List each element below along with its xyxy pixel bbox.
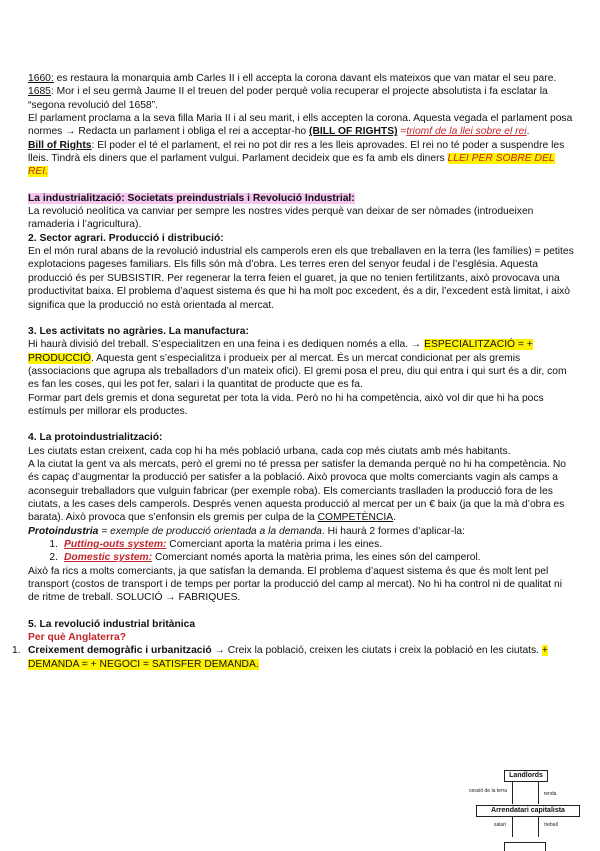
highlight-demanda: + DEMANDA = + NEGOCI = SATISFER DEMANDA. [28,645,548,670]
cessio-label: cessió de la terra [468,788,508,794]
arrow-salari-line [512,817,513,837]
date-1685: 1685 [28,86,51,98]
section-title-manufactura: 3. Les activitats no agràries. La manufactura: [28,325,249,337]
paragraph-ciutats: Les ciutats estan creixent, cada cop hi ha més població urbana, cada cop més ciutats amb més habitants. [28,445,511,457]
next-box [504,842,546,851]
arrow-treball-line [538,817,539,837]
paragraph-1660: 1660: es restaura la monarquia amb Carles II i ell accepta la corona davant els mateixos que van matar el seu pare. [28,73,557,84]
paragraph-mercats: A la ciutat la gent va als mercats, però el gremi no té pressa per satisfer la demanda perquè no hi ha competència. No és capaç d’augmentar la producció per satisfer a la població. Això provoca que molts comerciants vagin als camps a aconseguir treballadors que vulguin fabricar (per exemple roba). Els comerciants traslladen la producció fora de les ciutats, a les cases dels camperols. Després venen aquesta producció al mercat per un € baix (ja que la mà d’obra es barata). Això provoca que s’enfonsin els gremis per culpa de la COMPETÈNCIA. [28,458,567,524]
renda-label: renda [543,791,557,797]
paragraph-sector-agrari: En el món rural abans de la revolució industrial els camperols eren els que treballaven en la terra (les famílies) = petites explotacions pageses familiars. Els fills són mà d’obra. Les terres eren del senyor feudal i de l’església. Aquesta producció és per SUBSISTIR. Per regenerar la terra feien el guaret, ja que no tenien fertilitzants, això provocava una productivitat baixa. El problema d’aquest sistema és que hi ha molt poc excedent, és a dir, l’excedent està limitat, i això significa que la producció no està orientada al mercat. [28,246,574,311]
bill-of-rights-label: Bill of Rights [28,139,92,151]
domestic-system-label: Domestic system: [64,552,153,564]
putting-out-label: Putting-outs system: [64,539,167,550]
paragraph-solucio: Això fa rics a molts comerciants, ja que satisfan la demanda. El problema d’aquest sistema és que és molt lent pel transport (costos de transport i de temps per portar la producció del camp al mercat). No hi ha control ni de qualitat ni de ritme de treball. SOLUCIÓ → FABRIQUES. [28,565,562,604]
protoindustria-list [28,538,574,565]
paragraph-1685: 1685: Mor i el seu germà Jaume II el treuen del poder perquè volia recuperar el projecte absolutista i fa esclatar la “segona revolució del 1658”. [28,86,548,111]
paragraph-neolitica: La revolució neolítica va canviar per sempre les nostres vides perquè van deixar de ser nòmades (introdueixen ramaderia i l’agricultura). [28,206,534,231]
paragraph-protoindustria: Protoindustria = exemple de producció orientada a la demanda. Hi haurà 2 formes d’aplicar-la: [28,525,465,537]
list-item: 2. Domestic system: Comerciant només aporta la matèria prima, les eines són del camperol. [49,552,481,564]
paragraph-bill-of-rights: Bill of Rights: El poder el té el parlament, el rei no pot dir res a les lleis aprovades. El rei no té poder a suspendre les lleis. Tindrà els diners que el parlament vulgui. Parlament decideix que es fa amb els diners LLEI PER SOBRE DEL REI. [28,139,565,178]
arrow-down-line [512,782,513,804]
paragraph-gremis: Formar part dels gremis et dona seguretat per tota la vida. Però no hi ha competència, això vol dir que hi ha pocs estímuls per millorar els productes. [28,392,544,417]
paragraph-parlament: El parlament proclama a la seva filla Maria II i al seu marit, i ells accepten la corona. Aquesta vegada el parlament posa normes → Redacta un parlament i obliga el rei a acceptar-ho (BILL OF RIGHTS) =triomf de la llei sobre el rei. [28,113,573,138]
competencia-term: COMPETÈNCIA [317,512,394,524]
social-structure-diagram [468,770,580,848]
creixement-label: Creixement demogràfic i urbanització [28,645,212,657]
landlords-box: Landlords [504,770,548,782]
paragraph-manufactura: Hi haurà divisió del treball. S’especialitzen en una feina i es dediquen només a ella. → ESPECIALITZACIÓ = + PRODUCCIÓ. Aquesta gent s’especialitza i produeix per al mercat. És un mercat condicionat per als gremis (associacions que agrupa als treballadors d’un mateix ofici). El gremi posa el preu, diu qui entra i qui surt és a dir, com es fan les coses, qui les pot fer, salari i la quantitat de producte que es fa. [28,339,567,391]
section-title-sector-agrari: 2. Sector agrari. Producció i distribució: [28,232,224,244]
highlight-llei: LLEI PER SOBRE DEL REI. [28,153,555,178]
section-title-protoindustrialitzacio: 4. La protoindustrialització: [28,432,163,444]
arrow-up-line [538,782,539,804]
highlight-especialitzacio: ESPECIALITZACIÓ = + PRODUCCIÓ [28,339,533,364]
protoindustria-label: Protoindustria [28,525,99,537]
section-title-revolucio-britanica: 5. La revolució industrial britànica [28,618,196,630]
arrendatari-box: Arrendatari capitalista [476,805,580,817]
question-anglaterra: Per què Anglaterra? [28,632,127,644]
bill-of-rights-term: (BILL OF RIGHTS) [309,126,398,138]
list-item: 1. Putting-outs system: Comerciant aporta la matèria prima i les eines. [49,539,383,550]
date-1660: 1660: [28,73,54,84]
section-industrialitzacio [28,192,574,205]
section-title-industrialitzacio: La industrialització: Societats preindustrials i Revolució Industrial: [28,192,355,204]
salari-label: salari [494,822,506,828]
list-item: 1. Creixement demogràfic i urbanització → Creix la població, creixen les ciutats i creix la població en les ciutats. + DEMANDA = + NEGOCI = SATISFER DEMANDA. [12,645,548,670]
treball-label: treball [544,822,558,828]
triumph-phrase: triomf de la llei sobre el rei [406,126,527,138]
document-body [12,72,574,671]
